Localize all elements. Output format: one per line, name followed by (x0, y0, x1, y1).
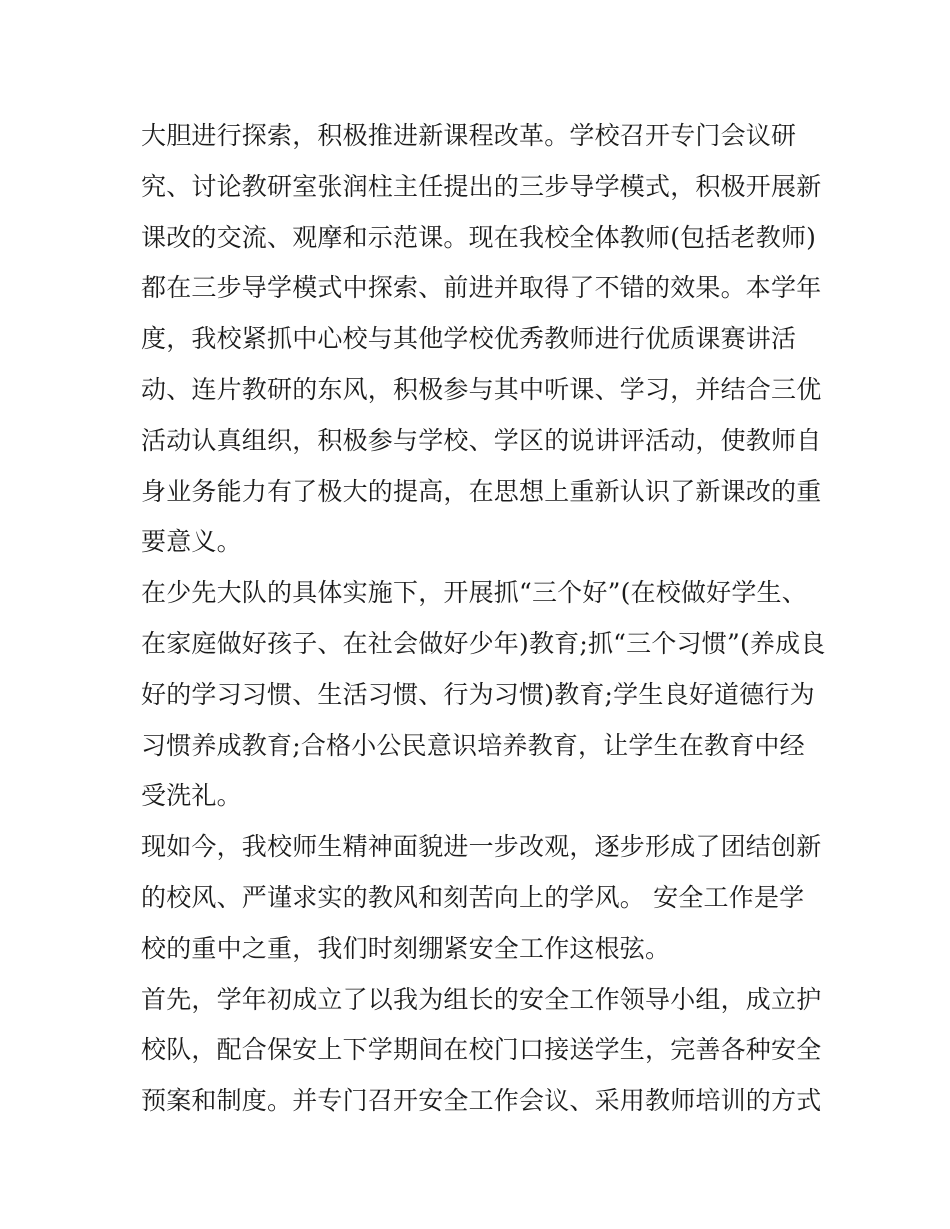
text-line: 究、讨论教研室张润柱主任提出的三步导学模式，积极开展新 (141, 171, 822, 201)
text-line: 首先，学年初成立了以我为组长的安全工作领导小组，成立护 (141, 984, 822, 1014)
paragraph-school-spirit (141, 822, 822, 974)
text-line: 度，我校紧抓中心校与其他学校优秀教师进行优质课赛讲活 (141, 324, 797, 354)
document-body (141, 111, 826, 1127)
paragraph-young-pioneers (141, 568, 826, 822)
text-line: 的校风、严谨求实的教风和刻苦向上的学风。 安全工作是学 (141, 882, 805, 912)
text-line: 校队，配合保安上下学期间在校门口接送学生，完善各种安全 (141, 1035, 822, 1065)
text-line: 课改的交流、观摩和示范课。现在我校全体教师(包括老教师) (141, 222, 817, 252)
text-line: 都在三步导学模式中探索、前进并取得了不错的效果。本学年 (141, 273, 822, 303)
text-line: 在少先大队的具体实施下，开展抓“三个好”(在校做好学生、 (141, 578, 807, 608)
text-line: 受洗礼。 (141, 781, 242, 811)
text-line: 习惯养成教育;合格小公民意识培养教育，让学生在教育中经 (141, 730, 805, 760)
text-line: 好的学习习惯、生活习惯、行为习惯)教育;学生良好道德行为 (141, 679, 815, 709)
text-line: 预案和制度。并专门召开安全工作会议、采用教师培训的方式 (141, 1086, 822, 1116)
text-line: 现如今，我校师生精神面貌进一步改观，逐步形成了团结创新 (141, 832, 822, 862)
text-line: 校的重中之重，我们时刻绷紧安全工作这根弦。 (141, 933, 671, 963)
paragraph-safety-work (141, 975, 822, 1127)
text-line: 身业务能力有了极大的提高，在思想上重新认识了新课改的重 (141, 476, 822, 506)
paragraph-curriculum-reform (141, 111, 822, 568)
text-line: 在家庭做好孩子、在社会做好少年)教育;抓“三个习惯”(养成良 (141, 628, 826, 658)
text-line: 要意义。 (141, 527, 242, 557)
text-line: 活动认真组织，积极参与学校、学区的说讲评活动，使教师自 (141, 425, 822, 455)
text-line: 动、连片教研的东风，积极参与其中听课、学习，并结合三优 (141, 374, 822, 404)
text-line: 大胆进行探索，积极推进新课程改革。学校召开专门会议研 (141, 121, 797, 150)
